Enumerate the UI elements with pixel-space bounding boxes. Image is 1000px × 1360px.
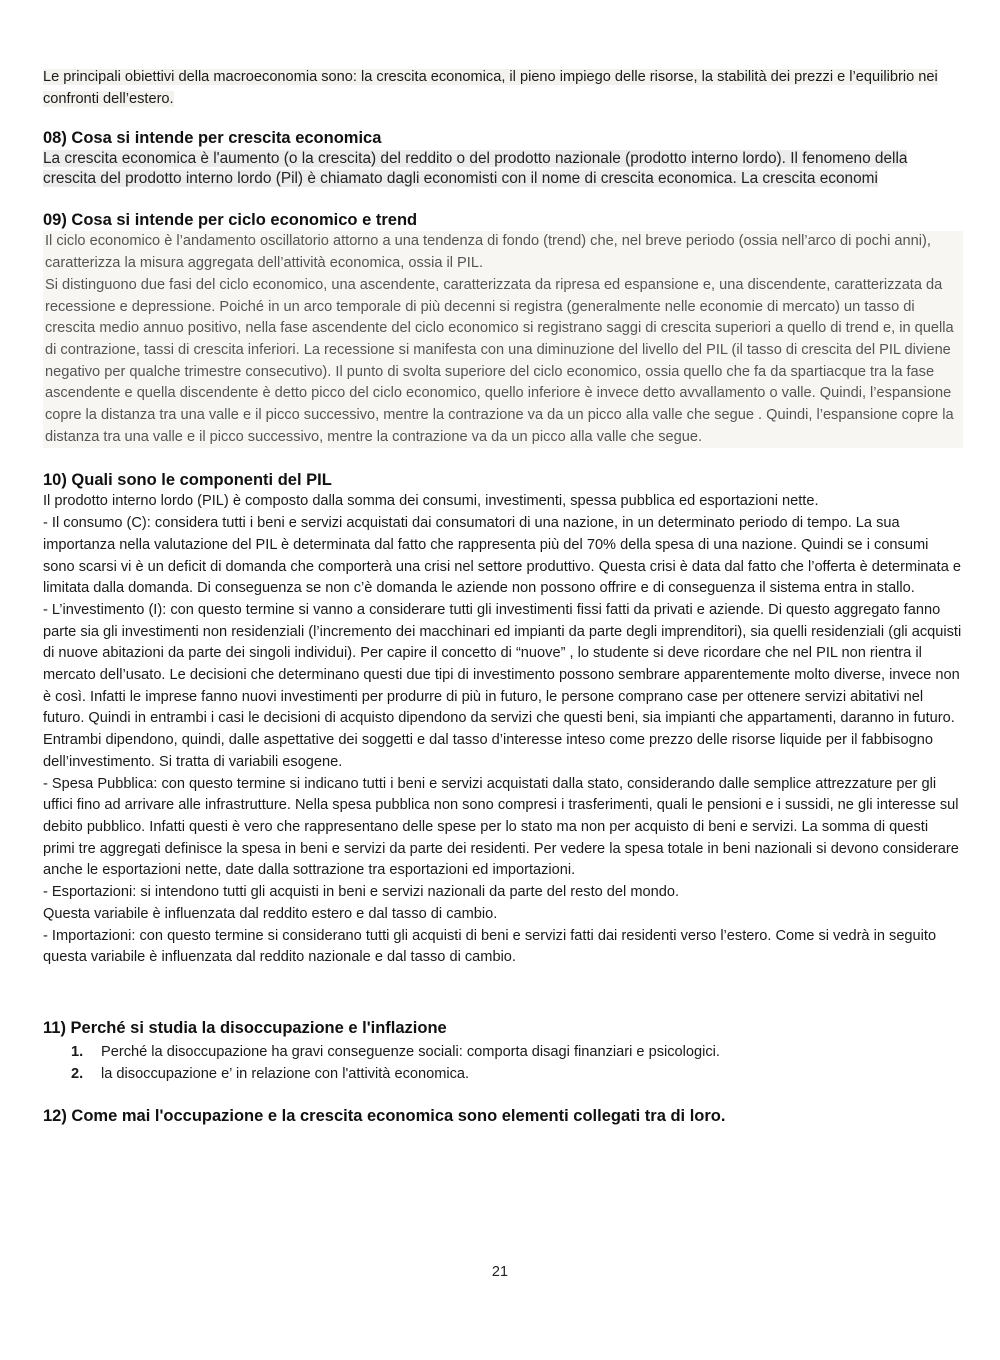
- list-item-number: 2.: [71, 1065, 84, 1082]
- section-10-paragraph-importazioni: - Importazioni: con questo termine si considerano tutti gli acquisti di beni e servizi fatti dai residenti verso l’estero. Come si vedrà in seguito questa variabile è influenzata dal reddito nazionale e dal tasso di cambio.: [43, 927, 937, 966]
- document-page: [43, 67, 963, 1127]
- section-09-paragraph-2: Si distinguono due fasi del ciclo economico, una ascendente, caratterizzata da ripresa ed espansione e, una discendente, caratterizzata da recessione e depressione. Poiché in un arco temporale di più decenni si registra (generalmente nelle economie di mercato) un tasso di crescita medio annuo positivo, nella fase ascendente del ciclo economico si registrano saggi di crescita superiori a quello di trend e, in quella di contrazione, tassi di crescita inferiori. La recessione si manifesta con una diminuzione del livello del PIL (il tasso di crescita del PIL diviene negativo per qualche trimestre consecutivo). Il punto di svolta superiore del ciclo economico, ossia quello che fa da spartiacque tra la fase ascendente e quella discendente è detto picco del ciclo economico, quello inferiore è invece detto avvallamento o valle. Quindi, l’espansione copre la distanza tra una valle e il picco successivo, mentre la contrazione va da un picco alla valle che segue . Quindi, l’espansione copre la distanza tra una valle e il picco successivo, mentre la contrazione va da un picco alla valle che segue.: [45, 276, 954, 445]
- section-08-body: [43, 149, 963, 189]
- intro-text: Le principali obiettivi della macroeconomia sono: la crescita economica, il pieno impiego delle risorse, la stabilità dei prezzi e l’equilibrio nei confronti dell’estero.: [43, 69, 938, 107]
- section-10-paragraph-esportazioni: - Esportazioni: si intendono tutti gli acquisti in beni e servizi nazionali da parte del resto del mondo.: [43, 884, 679, 901]
- section-08-title: 08) Cosa si intende per crescita economica: [43, 129, 382, 148]
- section-10-body: [43, 491, 963, 968]
- section-10-paragraph-investimento: - L’investimento (I): con questo termine si vanno a considerare tutti gli investimenti fissi fatti da privati e aziende. Di questo aggregato fanno parte sia gli investimenti non residenziali (l’incremento dei macchinari ed impianti da parte degli imprenditori), sia quelli residenziali (gli acquisti di nuove abitazioni da parte dei singoli individui). Per capire il concetto di “nuove” , lo studente si deve ricordare che nel PIL non rientra il mercato dell’usato. Le decisioni che determinano questi due tipi di investimento possono sembrare apparentemente molto diverse, invece non è così. Infatti le imprese fanno nuovi investimenti per produrre di più in futuro, le persone comprano case per ottenere servizi abitativi nel futuro. Quindi in entrambi i casi le decisioni di acquisto dipendono da servizi che questi beni, sia impianti che appartamenti, daranno in futuro. Entrambi dipendono, quindi, dalle aspettative dei soggetti e dal tasso d’interesse inteso come prezzo delle risorse liquide per il fabbisogno dell’investimento. Si tratta di variabili esogene.: [43, 601, 962, 770]
- section-11: [43, 1017, 963, 1085]
- intro-paragraph: [43, 67, 963, 110]
- section-12-title: 12) Come mai l'occupazione e la crescita economica sono elementi collegati tra di loro.: [43, 1106, 726, 1125]
- section-09-paragraph-1: Il ciclo economico è l’andamento oscillatorio attorno a una tendenza di fondo (trend) che, nel breve periodo (ossia nell’arco di pochi anni), caratterizza la misura aggregata dell’attività economica, ossia il PIL.: [45, 233, 931, 272]
- section-09-title: 09) Cosa si intende per ciclo economico e trend: [43, 211, 418, 230]
- section-10-title: 10) Quali sono le componenti del PIL: [43, 471, 332, 490]
- section-08: [43, 127, 963, 189]
- page-number: 21: [491, 1264, 509, 1280]
- section-09-body: [43, 231, 963, 448]
- section-09: [43, 209, 963, 448]
- section-10-paragraph-consumo: - Il consumo (C): considera tutti i beni e servizi acquistati dai consumatori di una nazione, in un determinato periodo di tempo. La sua importanza nella valutazione del PIL è determinata dal fatto che rappresenta più del 70% della spesa di una nazione. Quindi se i consumi sono scarsi vi è un deficit di domanda che comporterà una crisi nel settore produttivo. Questa crisi è data dal fatto che l’offerta è determinata e limitata dalla domanda. Di conseguenza se non c’è domanda le aziende non possono offrire e di conseguenza il sistema entra in stallo.: [43, 515, 962, 597]
- section-10-paragraph-spesa-pubblica: - Spesa Pubblica: con questo termine si indicano tutti i beni e servizi acquistati dalla stato, considerando dalle semplice attrezzature per gli uffici fino ad arrivare alle infrastrutture. Nella spesa pubblica non sono compresi i trasferimenti, quali le pensioni e i sussidi, ne gli interesse sul debito pubblico. Infatti questi è vero che rappresentano delle spese per lo stato ma non per acquisto di beni e servizi. La somma di questi primi tre aggregati definisce la spesa in beni e servizi da parte dei residenti. Per vedere la spesa totale in beni nazionali si devono considerare anche le esportazioni nette, date dalla sottrazione tra esportazioni ed importazioni.: [43, 775, 959, 879]
- list-item: [71, 1063, 963, 1085]
- section-12: [43, 1105, 963, 1127]
- section-11-list: [43, 1041, 963, 1085]
- list-item: [71, 1041, 963, 1063]
- list-item-number: 1.: [71, 1043, 84, 1060]
- section-08-text: La crescita economica è l'aumento (o la crescita) del reddito o del prodotto nazionale (prodotto interno lordo). Il fenomeno della crescita del prodotto interno lordo (Pil) è chiamato dagli economisti con il nome di crescita economica. La crescita economi: [43, 150, 908, 188]
- section-11-title: 11) Perché si studia la disoccupazione e l'inflazione: [43, 1018, 447, 1037]
- section-10-paragraph-variabile: Questa variabile è influenzata dal reddito estero e dal tasso di cambio.: [43, 905, 498, 922]
- section-10-paragraph-1: Il prodotto interno lordo (PIL) è composto dalla somma dei consumi, investimenti, spessa pubblica ed esportazioni nette.: [43, 493, 819, 510]
- section-10: [43, 469, 963, 968]
- list-item-text: la disoccupazione e’ in relazione con l'attività economica.: [101, 1065, 470, 1082]
- list-item-text: Perché la disoccupazione ha gravi conseguenze sociali: comporta disagi finanziari e psicologici.: [101, 1043, 720, 1060]
